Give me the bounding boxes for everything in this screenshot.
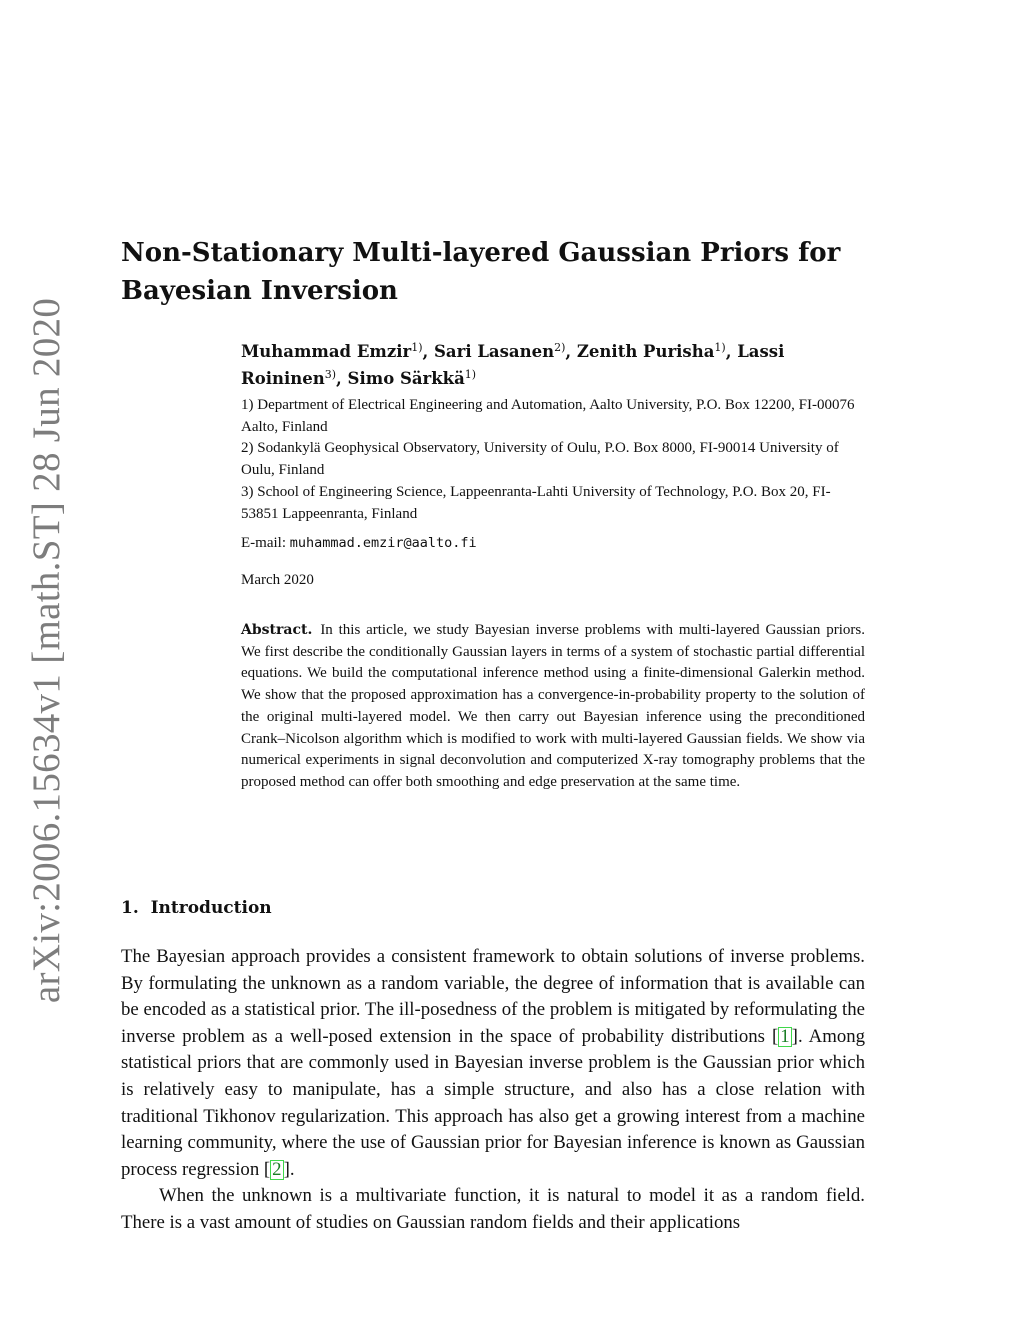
paper-title: Non-Stationary Multi-layered Gaussian Priors for Bayesian Inversion	[121, 238, 841, 306]
author-name: Zenith Purisha	[576, 342, 715, 361]
arxiv-stamp	[22, 297, 72, 1003]
citation-bracket: ]	[283, 1158, 290, 1180]
abstract-text: In this article, we study Bayesian inverse problems with multi-layered Gaussian priors. We first describe the conditionally Gaussian layers in terms of a system of stochastic partial differential equations. We build the computational inference method using a finite-dimensional Galerkin method. We show that the proposed approximation has a convergence-in-probability property to the solution of the original multi-layered model. We then carry out Bayesian inference using the preconditioned Crank–Nicolson algorithm which is modified to work with multi-layered Gaussian fields. We show via numerical experiments in signal deconvolution and computerized X-ray tomography problems that the proposed method can offer both smoothing and edge preservation at the same time.	[241, 622, 865, 790]
abstract-label: Abstract.	[241, 622, 313, 638]
author-name: Sari Lasanen	[434, 342, 555, 361]
author-name: Lassi Roininen	[241, 342, 785, 388]
section-heading	[121, 898, 272, 918]
section-number: 1.	[121, 898, 139, 918]
author-separator: ,	[336, 369, 348, 388]
affiliation-list	[241, 395, 866, 525]
body-text	[121, 944, 865, 1237]
paragraph-text: The Bayesian approach provides a consistent framework to obtain solutions of inverse problems. By formulating the unknown as a random variable, the degree of information that is available can be encoded as a statistical prior. The ill-posedness of the problem is mitigated by reformulating the inverse problem as a well-posed extension in the space of probability distributions	[121, 946, 865, 1047]
author-name: Simo Särkkä	[347, 369, 465, 388]
citation-link[interactable]: 2	[272, 1158, 282, 1180]
abstract	[241, 620, 865, 794]
author-affiliation-mark: 1)	[411, 341, 423, 354]
paragraph-text: . Among statistical priors that are commonly used in Bayesian inverse problem is the Gaussian prior which is relatively easy to manipulate, has a simple structure, and also has a close relation with traditional Tikhonov regularization. This approach has also get a growing interest from a machine learning community, where the use of Gaussian prior for Bayesian inference is known as Gaussian process regression	[121, 1025, 865, 1180]
author-affiliation-mark: 1)	[714, 341, 726, 354]
email-address-link[interactable]: muhammad.emzir@aalto.fi	[289, 535, 477, 551]
author-separator: ,	[725, 342, 738, 361]
paragraph-text: .	[289, 1158, 295, 1180]
author-affiliation-mark: 3)	[324, 368, 337, 381]
citation-bracket: [	[772, 1025, 779, 1047]
citation-link[interactable]: 1	[780, 1025, 790, 1047]
arxiv-identifier: arXiv:2006.15634v1 [math.ST] 28 Jun 2020	[25, 297, 69, 1003]
author-list	[241, 338, 866, 392]
author-affiliation-mark: 2)	[554, 341, 566, 354]
paragraph	[121, 944, 865, 1183]
citation-bracket: ]	[791, 1025, 798, 1047]
author-name: Muhammad Emzir	[241, 342, 412, 361]
affiliation-item: 2) Sodankylä Geophysical Observatory, University of Oulu, P.O. Box 8000, FI-90014 University of Oulu, Finland	[241, 440, 839, 479]
publication-date: March 2020	[241, 572, 314, 588]
affiliation-item: 3) School of Engineering Science, Lappeenranta-Lahti University of Technology, P.O. Box 20, FI-53851 Lappeenranta, Finland	[241, 483, 831, 522]
section-title: Introduction	[150, 898, 272, 918]
paragraph: When the unknown is a multivariate function, it is natural to model it as a random field. There is a vast amount of studies on Gaussian random fields and their applications	[121, 1185, 865, 1233]
citation-bracket: [	[263, 1158, 271, 1180]
author-separator: ,	[565, 342, 577, 361]
contact-email	[241, 535, 477, 552]
author-separator: ,	[422, 342, 435, 361]
author-affiliation-mark: 1)	[464, 368, 477, 381]
affiliation-item: 1) Department of Electrical Engineering and Automation, Aalto University, P.O. Box 12200, FI-00076 Aalto, Finland	[241, 397, 855, 435]
email-label: E-mail:	[241, 535, 286, 551]
